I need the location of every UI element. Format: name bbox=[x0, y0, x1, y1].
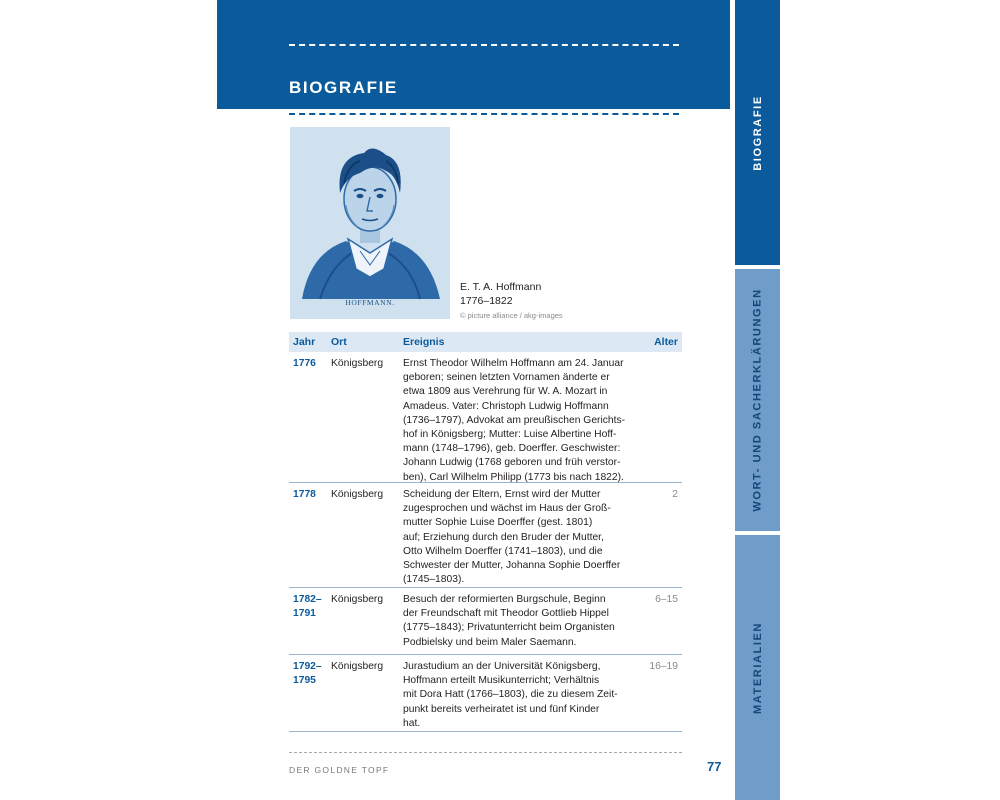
portrait-caption-name: E. T. A. Hoffmann bbox=[460, 281, 542, 293]
header-underline-rule bbox=[289, 113, 679, 115]
header-age: Alter bbox=[654, 336, 678, 348]
row-year: 1782– 1791 bbox=[293, 594, 322, 620]
row-year: 1778 bbox=[293, 489, 316, 500]
chapter-header bbox=[217, 0, 730, 109]
row-age: 6–15 bbox=[655, 594, 678, 605]
footer-dashed-rule bbox=[289, 752, 682, 753]
portrait-plate-label: HOFFMANN. bbox=[345, 298, 395, 307]
table-row bbox=[289, 352, 682, 483]
table-row bbox=[289, 483, 682, 588]
row-event: Scheidung der Eltern, Ernst wird der Mutter zugesprochen und wächst im Haus der Groß- mutter Sophie Luise Doerffer (gest. 1801) auf; Erziehung durch den Bruder der Mutter, Otto Wilhelm Doerffer (1741–1803), und die Schwester der Mutter, Johanna Sophie Doerffer (1745–1803). bbox=[403, 489, 621, 586]
portrait-caption-years: 1776–1822 bbox=[460, 295, 513, 307]
tab-label-biografie: BIOGRAFIE bbox=[751, 94, 764, 171]
row-place: Königsberg bbox=[331, 594, 384, 605]
header-place: Ort bbox=[331, 336, 347, 348]
portrait-credit: © picture alliance / akg-images bbox=[460, 311, 563, 320]
header-dashed-rule bbox=[289, 44, 679, 46]
row-year: 1776 bbox=[293, 358, 316, 369]
row-year: 1792– 1795 bbox=[293, 661, 322, 687]
footer-book-title: DER GOLDNE TOPF bbox=[289, 765, 390, 775]
row-place: Königsberg bbox=[331, 489, 384, 500]
portrait-image bbox=[290, 127, 450, 319]
row-place: Königsberg bbox=[331, 661, 384, 672]
tab-biografie[interactable] bbox=[735, 0, 780, 265]
tab-label-materialien: MATERIALIEN bbox=[751, 621, 764, 714]
header-year: Jahr bbox=[293, 336, 316, 348]
page-number: 77 bbox=[707, 759, 722, 774]
row-event: Besuch der reformierten Burgschule, Beginn der Freundschaft mit Theodor Gottlieb Hippel (1775–1843); Privatunterricht beim Organisten Podbielsky und beim Maler Saemann. bbox=[403, 594, 615, 648]
row-place: Königsberg bbox=[331, 358, 384, 369]
row-age: 16–19 bbox=[649, 661, 678, 672]
chapter-title: BIOGRAFIE bbox=[289, 78, 398, 97]
row-event: Jurastudium an der Universität Königsberg, Hoffmann erteilt Musikunterricht; Verhältnis mit Dora Hatt (1766–1803), die zu diesem Zeit- punkt bereits verheiratet ist und fünf Kinder hat. bbox=[403, 661, 618, 729]
header-event: Ereignis bbox=[403, 336, 445, 348]
tab-wort-und-sacherklaerungen[interactable] bbox=[735, 269, 780, 531]
row-event: Ernst Theodor Wilhelm Hoffmann am 24. Januar geboren; seinen letzten Vornamen änderte er etwa 1809 aus Verehrung für W. A. Mozart in Amadeus. Vater: Christoph Ludwig Hoffmann (1736–1797), Advokat am preußischen Gerichts- hof in Königsberg; Mutter: Luise Albertine Hoff- mann (1748–1796), geb. Doerffer. Geschwister: Johann Ludwig (1768 geboren und früh verstor- ben), Carl Wilhelm Philipp (1773 bis nach 1822). bbox=[403, 358, 626, 483]
table-header-row bbox=[289, 332, 682, 352]
biography-table bbox=[289, 332, 682, 732]
table-row bbox=[289, 588, 682, 655]
tab-materialien[interactable] bbox=[735, 535, 780, 800]
portrait-engraving bbox=[290, 127, 450, 319]
row-age: 2 bbox=[672, 489, 678, 500]
tab-label-wort-und-sacherklaerungen: WORT- UND SACHERKLÄRUNGEN bbox=[751, 288, 764, 512]
table-row bbox=[289, 655, 682, 732]
